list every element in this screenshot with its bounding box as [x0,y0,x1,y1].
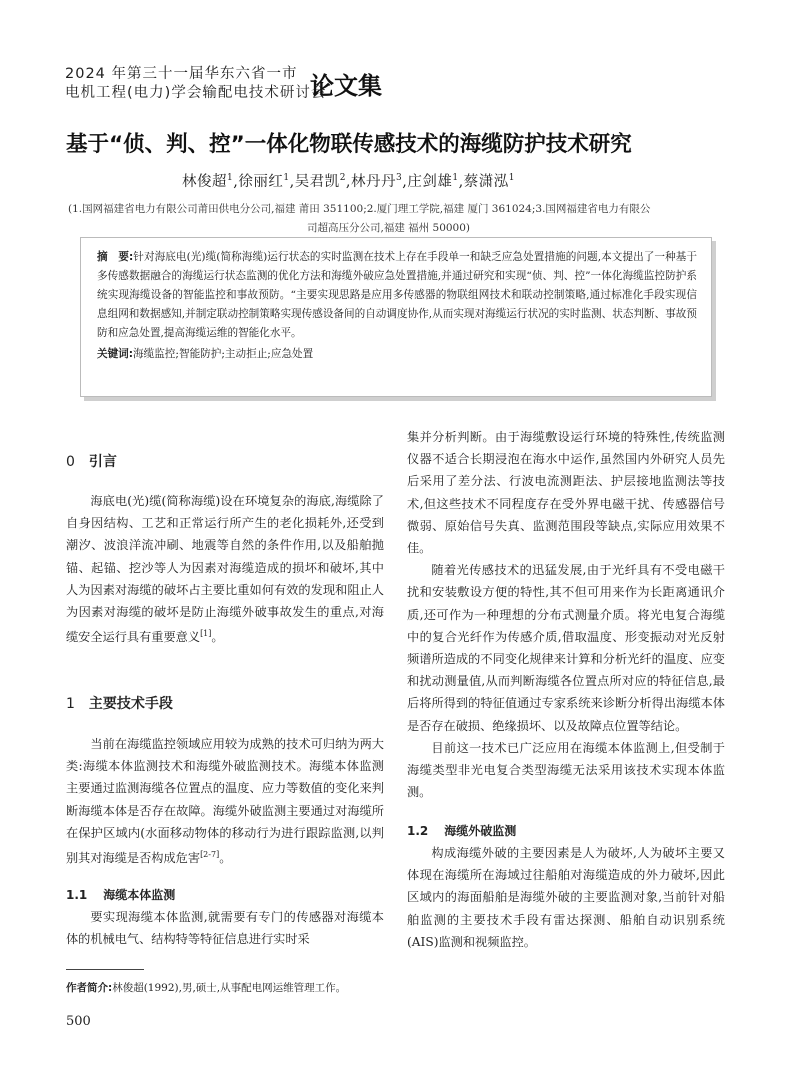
author-name: 徐丽红 [238,174,284,190]
section-number: 1 [66,696,75,712]
paragraph-tech [66,733,384,869]
footnote-text: 林俊超(1992),男,硕士,从事配电网运维管理工作。 [112,982,347,994]
citation: [1] [200,629,212,639]
author-name: 林丹丹 [351,174,397,190]
paragraph-text: 海底电(光)缆(简称海缆)设在环境复杂的海底,海缆除了自身因结构、工艺和正常运行所产生的老化损耗外,还受到潮汐、波浪洋流冲刷、地震等自然的条件作用,以及船舶抛锚、起锚、挖沙等人为因素对海缆造成的损坏和破坏,其中人为因素对海缆的破坏占主要比重如何有效的发现和阻止人为因素对海缆的破坏是防止海缆外破事故发生的重点,对海缆安全运行具有重要意义 [66,494,384,645]
section-heading-intro [66,451,117,471]
subsection-number: 1.2 [407,824,429,838]
paragraph-current-use: 目前这一技术已广泛应用在海缆本体监测上,但受制于海缆类型非光电复合类型海缆无法采用该技术实现本体监测。 [407,740,725,800]
affiliation-line2: 司超高压分公司,福建 福州 50000) [307,222,471,234]
abstract [97,248,697,343]
section-number: 0 [66,454,75,470]
subsection-heading-external-damage [407,822,516,839]
keywords [97,346,697,361]
footnote-rule [66,969,144,970]
paragraph-body-monitoring: 要实现海缆本体监测,就需要有专门的传感器对海缆本体的机械电气、结构特等特征信息进行实时采 [66,910,384,947]
author-affil-mark: 2 [339,173,346,184]
author-affil-mark: 1 [452,173,459,184]
author-affil-mark: 3 [396,173,403,184]
right-col-block2 [407,842,725,953]
right-col-block1 [407,426,725,803]
author-list: 林俊超$^1$,徐丽红$^1$,吴君凯$^2$,林丹丹$^3$,庄剑雄$^1$,蔡潇泓$^1$ [182,173,515,190]
subsection-title: 海缆外破监测 [444,824,517,838]
paragraph-continued: 集并分析判断。由于海缆敷设运行环境的特殊性,传统监测仪器不适合长期浸泡在海水中运作,虽然国内外研究人员先后采用了差分法、行波电流测距法、护层接地监测法等技术,但这些技术不同程度存在受外界电磁干扰、传感器信号微弱、原始信号失真、监测范围段等缺点,实际应用效果不佳。 [407,430,725,556]
author-name: 蔡潇泓 [463,174,509,190]
citation: [2-7] [200,850,220,860]
proceedings-title-line2: 电机工程(电力)学会输配电技术研讨会 [65,85,327,101]
left-col-block1 [66,490,384,648]
paragraph-intro [66,490,384,648]
left-col-block3 [66,906,384,950]
keywords-label: 关键词: [97,348,134,360]
paragraph-end: 。 [211,630,224,645]
subsection-heading-body-monitoring [66,886,175,903]
section-heading-main-tech [66,693,173,713]
proceedings-label: 论文集 [310,72,382,100]
abstract-text: 针对海底电(光)缆(简称海缆)运行状态的实时监测在技术上存在手段单一和缺乏应急处置措施的问题,本文提出了一种基于多传感数据融合的海缆运行状态监测的优化方法和海缆外破应急处置措施,并通过研究和实现“侦、判、控”一体化海缆监控防护系统实现海缆设备的智能监控和事故预防。“主要实现思路是应用多传感器的物联组网技术和联动控制策略,通过标准化手段实现信息组网和数据感知,并制定联动控制策略实现传感设备间的自动调度协作,从而实现对海缆运行状况的实时监测、状态判断、事故预防和应急处置,提高海缆运维的智能化水平。 [97,251,697,339]
abstract-label: 摘 要: [97,251,134,263]
subsection-number: 1.1 [66,888,88,902]
paragraph-text: 当前在海缆监控领域应用较为成熟的技术可归纳为两大类:海缆本体监测技术和海缆外破监测技术。海缆本体监测主要通过监测海缆各位置点的温度、应力等数值的变化来判断海缆本体是否存在故障。海缆外破监测主要通过对海缆所在保护区域内(水面移动物体的移动行为进行跟踪监测,以判别其对海缆是否构成危害 [66,737,384,866]
section-title: 引言 [88,454,117,470]
proceedings-title-line1: 2024 年第三十一届华东六省一市 [65,66,298,82]
left-col-block2 [66,733,384,869]
paragraph-optical-sensing: 随着光传感技术的迅猛发展,由于光纤具有不受电磁干扰和安装敷设方便的特性,其不但可用来作为长距离通讯介质,还可作为一种理想的分布式测量介质。将光电复合海缆中的复合光纤作为传感介质,借取温度、形变振动对光反射频谱所造成的不同变化规律来计算和分析光纤的温度、应变和扰动测量值,从而判断海缆各位置点所对应的特征信息,最后将所得到的特征值通过专家系统来诊断分析得出海缆本体是否存在破损、绝缘损坏、以及故障点位置等结论。 [407,563,725,733]
author-bio-footnote [66,980,346,995]
author-affil-mark: 1 [283,173,290,184]
section-title: 主要技术手段 [88,696,173,712]
page-number: 500 [66,1014,91,1029]
author-name: 林俊超 [182,174,227,190]
author-affil-mark: 1 [227,173,234,184]
author-affil-mark: 1 [508,173,515,184]
paper-title: 基于“侦、判、控”一体化物联传感技术的海缆防护技术研究 [66,132,632,157]
paragraph-end: 。 [219,851,232,866]
author-name: 庄剑雄 [407,174,453,190]
affiliation-line1: (1.国网福建省电力有限公司莆田供电分公司,福建 莆田 351100;2.厦门理工学院,福建 厦门 361024;3.国网福建省电力有限公 [68,203,651,215]
author-name: 吴君凯 [294,174,340,190]
subsection-title: 海缆本体监测 [103,888,176,902]
footnote-label: 作者简介: [66,982,113,994]
abstract-box [80,237,712,397]
paragraph-external-damage: 构成海缆外破的主要因素是人为破坏,人为破坏主要又体现在海缆所在海域过往船舶对海缆造成的外力破坏,因此区域内的海面船舶是海缆外破的主要监测对象,当前针对船舶监测的主要技术手段有雷达探测、船舶自动识别系统(AIS)监测和视频监控。 [407,846,725,949]
keywords-text: 海缆监控;智能防护;主动拒止;应急处置 [133,348,314,360]
